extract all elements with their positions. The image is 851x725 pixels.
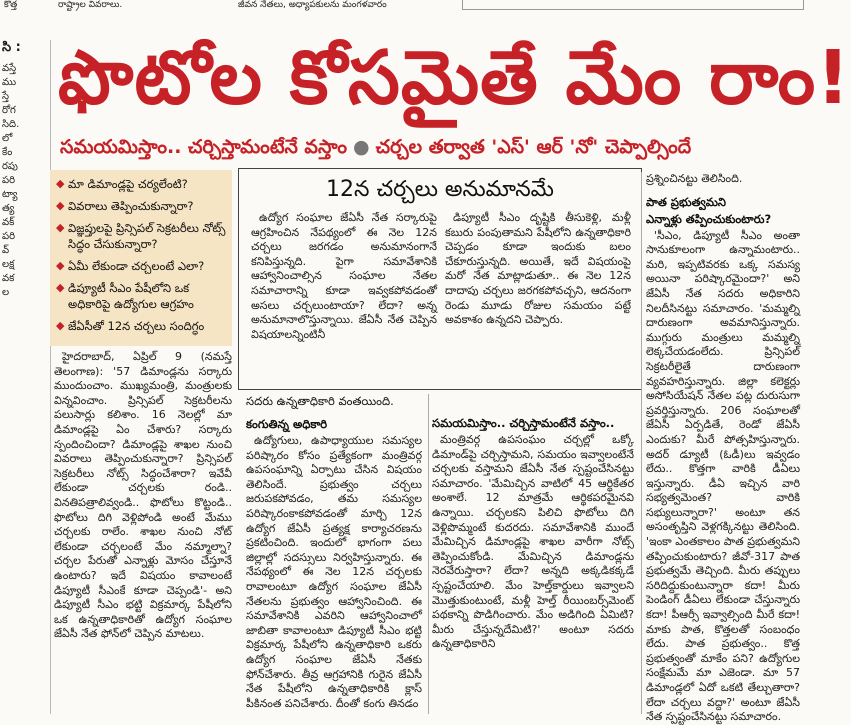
left-fragment: పరి — [2, 231, 16, 242]
bullet-icon: ◆ — [56, 319, 65, 332]
highlight-item: ◆ ఏమీ లేకుండా చర్చలంటే ఎలా? — [56, 259, 205, 273]
section-heading: కంగుతిన్న అధికారి — [246, 417, 328, 431]
highlight-item: ◆ విజ్ఞప్తులపై ప్రిన్సిపల్ సెక్రటరీలు నోట్స్ సిద్ధం చేసుకున్నారా? — [56, 221, 226, 251]
left-fragment: వక్ — [2, 217, 15, 228]
sidebar-text-left: ఉద్యోగ సంఘాల జేఏసీ నేత సర్కారుపై ఆగ్రహించిన నేపథ్యంలో ఈ నెల 12న చర్చలు జరగడం అనుమానంగానే కనిపిస్తున్నది. పైగా సమావేశానికి ఆహ్వానించాల్సిన సంఘాల నేతల సమాచారాన్ని కూడా ఇవ్వకపోవడంతో అసలు చర్చలుంటాయా? లేదా? అన్న అనుమానాలొస్తున్నాయి. జేఏసీ నేత చెప్పిన విషయాలన్నింటినీ — [251, 211, 437, 341]
column-divider — [641, 172, 642, 714]
left-fragment: లో — [2, 133, 13, 144]
highlight-item: ◆ మా డిమాండ్లపై చర్యలేంటి? — [56, 177, 188, 191]
story-column-1 — [54, 350, 232, 714]
story-column-2 — [246, 394, 422, 714]
top-strip-mid: రాష్ట్రాల వివరాలు. — [58, 0, 123, 10]
bullet-icon: ◆ — [56, 259, 65, 272]
top-strip-right: జీవన నేతలు, అధ్యాపకులను మంగళవారం — [238, 0, 387, 10]
left-fragment: రపు — [2, 161, 18, 172]
left-fragment: స్తే — [2, 91, 10, 102]
continuation-line: ప్రశ్నించినట్టు తెలిసింది. — [646, 172, 743, 185]
top-adjacent-box — [462, 0, 804, 10]
section-heading: సమయమిస్తాం.. చర్చిస్తామంటేనే వస్తాం.. — [432, 416, 615, 430]
left-fragment: లక్ష — [2, 259, 15, 270]
highlight-item: ◆ డిప్యూటీ సీఎం పేషీలోని ఒక అధికారిపై ఉద్యోగుల ఆగ్రహం — [56, 281, 194, 311]
left-fragment: ము — [2, 77, 17, 88]
left-fragment: రోగ — [2, 105, 16, 116]
left-fragment: వక — [2, 273, 15, 284]
section-heading: పాత ప్రభుత్వమని — [646, 194, 726, 209]
left-fragment: కేం — [2, 147, 13, 158]
subheadline — [60, 132, 800, 162]
left-fragment: వ్ — [2, 245, 10, 256]
left-adjacent-column — [0, 40, 51, 714]
column-divider — [428, 394, 429, 714]
subheadline-part-2: చర్చల తర్వాత 'ఎస్' ఆర్ 'నో' చెప్పాల్సిందే — [375, 136, 692, 158]
story-column-4 — [646, 172, 800, 724]
bullet-icon: ◆ — [56, 199, 65, 212]
bullet-icon: ◆ — [56, 281, 65, 294]
left-column-label: సి : — [2, 40, 21, 55]
top-strip-left: కొత్త — [4, 0, 18, 10]
story-paragraph: ఉద్యోగులు, ఉపాధ్యాయుల సమస్యల పరిష్కారం కోసం ప్రత్యేకంగా మంత్రివర్గ ఉపసంఘాన్ని ఏర్పాటు చేసిన విషయం తెలిసిందే. ప్రభుత్వం చర్చలు జరుపకపోవడం, తమ సమస్యల పరిష్కారంకాకపోవడంతో మార్చి 12న ఉద్యోగ జేఏసీ ప్రత్యక్ష కార్యాచరణను ప్రకటించింది. ఇందులో భాగంగా పలు జిల్లాల్లో సదస్సులు నిర్వహిస్తున్నారు. ఈ నేపథ్యంలో ఈ నెల 12న చర్చలకు రావాలంటూ ఉద్యోగ సంఘాల జేఏసీ నేతలను ప్రభుత్వం ఆహ్వానించింది. ఈ సమావేశానికి ఎవరిని ఆహ్వానించాలో జాబితా కావాలంటూ డిప్యూటీ సీఎం భట్టి విక్రమార్క పేషీలోని ఉన్నతాధికారి ఒకరు ఉద్యోగ సంఘాల జేఏసీ నేతకు ఫోన్‌చేశారు. తీవ్ర ఆగ్రహానికి గురైన జేఏసీ నేత పేషీలోని ఉన్నతాధికారికి క్లాస్ పీకినంత పనిచేశారు. దీంతో కంగు తినడం — [246, 434, 422, 710]
top-strip — [0, 0, 800, 13]
headline: ఫొటోల కోసమైతే మేం రాం! — [58, 35, 851, 121]
story-paragraph: మంత్రివర్గ ఉపసంఘం చర్చల్లో ఒక్కో డిమాండ్‌పై చర్చిస్తామని, సమయం ఇవ్వాలంటేనే చర్చలకు వస్తామని జేఏసీ నేత స్పష్టంచేసినట్టు సమాచారం. 'మేమిచ్చిన వాటిలో 45 ఆర్థికేతర అంశాలే. 12 మాత్రమే ఆర్థికపరమైనవి ఉన్నాయి. చర్చలకని పిలిచి ఫొటోలు దిగి వెళ్లిపొమ్మంటే కుదరదు. సమావేశానికి ముందే మేమిచ్చిన డిమాండ్లపై శాఖల వారీగా నోట్స్ తెప్పించుకోండి. మేమిచ్చిన డిమాండ్లను నెరవేరుస్తారా? లేదా? అన్నది అక్కడికక్కడే స్పష్టంచేయాలి. మేం హెల్త్‌కార్డులు ఇవ్వాలని మొత్తుకుంటుంటే, మళ్లీ హెల్త్ రీయింబర్స్‌మెంట్ పథకాన్ని పొడిగించారు. మేం అడిగింది ఏమిటి? మీరు చేస్తున్నదేమిటి?' అంటూ సదరు ఉన్నతాధికారిని — [432, 433, 634, 651]
sidebar-title: 12న చర్చలు అనుమానమే — [326, 177, 554, 202]
highlight-item: ◆ వివరాలు తెప్పించుకున్నారా? — [56, 199, 194, 213]
story-paragraph: హైదరాబాద్, ఏప్రిల్ 9 (నమస్తే తెలంగాణ): '57 డిమాండ్లను సర్కారు ముందుంచాం. ముఖ్యమంత్రి, మంత్రులకు విన్నవించాం. ప్రిన్సిపల్ సెక్రటరీలను పలుసార్లు కలిశాం. 16 నెలల్లో మా డిమాండ్లపై ఏం చేశారు? సర్కారు స్పందించిందా? డిమాండ్లపై శాఖల నుంచి వివరాలు తెప్పించుకున్నారా? ప్రిన్సిపల్ సెక్రటరీలు నోట్స్ సిద్ధంచేశారా? ఇవేవీ లేకుండా చర్చలకు రండి.. వినతిపత్రాలివ్వండి.. ఫొటోలు కొట్టండి.. ఫొటోలు దిగి వెళ్లిపోండి అంటే మేము చర్చలకు రాలేం. శాఖల నుంచి నోట్ లేకుండా చర్చలంటే మేం నమ్మాల్నా? చర్చల పేరుతో ఎన్నాళ్లు మోసం చేస్తూనే ఉంటారు? ఇదే విషయం కావాలంటే డిప్యూటీ సీఎంకే కూడా చెప్పండి'- అని డిప్యూటీ సీఎం భట్టి విక్రమార్క పేషీలోని ఒక ఉన్నతాధికారితో ఉద్యోగ సంఘాల జేఏసీ నేత ఫోన్‌లో చెప్పిన మాటలు. — [54, 350, 232, 641]
sidebar-text-right: డిప్యూటీ సీఎం దృష్టికి తీసుకెళ్లి, మళ్లీ కబురు పంపుతామని పేషీలోని ఉన్నతాధికారి చెప్పడం కూడా ఇందుకు బలం చేకూరుస్తున్నది. అయితే, ఇదే విషయంపై మరో నేత మాట్లాడుతూ.. ఈ నెల 12న దాదాపు చర్చలు జరగకపోవచ్చని, ఆదనంగా రెండు మూడు రోజుల సమయం పట్టే అవకాశం ఉన్నదని చెప్పారు. — [445, 211, 631, 327]
left-fragment: త్య — [2, 203, 15, 214]
left-fragment: వస్తే — [2, 63, 17, 74]
continuation-line: సదరు ఉన్నతాధికారి వంతయింది. — [246, 394, 394, 408]
bullet-icon: ◆ — [56, 221, 65, 234]
left-fragment: సిది. — [2, 119, 20, 130]
highlight-item: ◆ జేఏసీతో 12న చర్చలు సందిగ్ధం — [56, 319, 205, 333]
section-heading: ఎన్నాళ్లు తప్పించుకుంటారు? — [646, 211, 772, 226]
subheadline-separator: ● — [352, 136, 370, 158]
subheadline-part-1: సమయమిస్తాం.. చర్చిస్తామంటేనే వస్తాం — [60, 136, 347, 158]
left-fragment: ట్యా — [2, 189, 18, 200]
story-paragraph: 'సీఎం, డిప్యూటీ సీఎం అంతా సానుకూలంగా ఉన్నామంటారు.. మరి, ఇప్పటివరకు ఒక్క సమస్య అయినా పరిష్కారమైందా?' అని జేఏసీ నేత సదరు అధికారిని నిలదీసినట్టు సమాచారం. 'మమ్మల్ని దారుణంగా అవమానిస్తున్నారు. ముగ్గురు మంత్రులు మమ్మల్ని లెక్కచేయడంలేదు. ప్రిన్సిపల్ సెక్రటరీలైతే దారుణంగా వ్యవహరిస్తున్నారు. జిల్లా కలెక్టర్లు అసోసియేషన్ నేతల పట్ల దురుసుగా ప్రవర్తిస్తున్నారు. 206 సంఘాలతో జేఏసీ ఏర్పడితే, రెండో జేఏసీ ఎందుకు? మీరే పోత్సహిస్తున్నారు. అదర్ డ్యూటీ (ఓడీ)లు ఇవ్వడం లేదు.. కొత్తగా వారికి డీఏలు ఇస్తున్నారు. డీఏ ఇచ్చిన వారి సభ్యత్వమెంత? వారికి సభ్యులున్నారా?' అంటూ తన అసంతృప్తిని వెళ్లగక్కినట్టు తెలిసింది. 'ఇంకా ఎంతకాలం పాత ప్రభుత్వమని తప్పించుకుంటారు? జీవో-317 పాత ప్రభుత్వమే తెచ్చింది. మీరు తప్పులు సరిదిద్దుకుంటున్నారా కదా! మీరు పెండింగ్ డీఏలు లేకుండా చేస్తున్నారు కదా! పీఆర్సీ ఇవ్వాల్సింది మీరే కదా! మాకు పాత, కొత్తలతో సంబంధం లేదు. పాత ప్రభుత్వం.. కొత్త ప్రభుత్వంతో మాకేం పని? ఉద్యోగుల సంక్షేమమే మా ఎజెండా. మా 57 డిమాండ్లలో ఏదో ఒకటి తేల్చుతారా? లేదా చర్చలు వద్దా?' అంటూ జేఏసీ నేత స్పష్టంచేసినట్టు సమాచారం. — [646, 228, 800, 724]
left-fragment: పరి — [2, 175, 16, 186]
bullet-icon: ◆ — [56, 177, 65, 190]
story-column-3 — [432, 394, 634, 714]
left-fragment: ల — [2, 287, 10, 298]
highlights-box — [50, 170, 232, 346]
sidebar-box — [238, 168, 642, 390]
